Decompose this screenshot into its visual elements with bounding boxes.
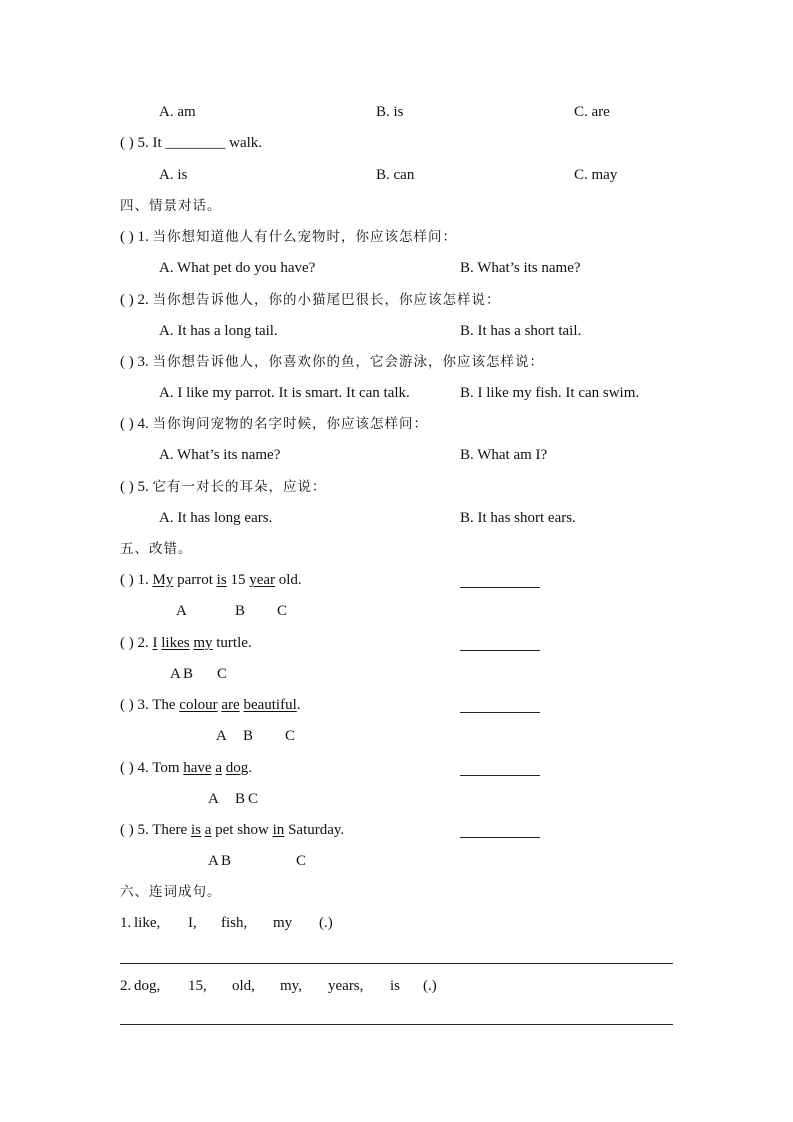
label-b: B bbox=[221, 853, 232, 869]
sentence-text: 15 bbox=[226, 572, 250, 588]
word: 15, bbox=[188, 978, 207, 994]
option-a: A. I like my parrot. It is smart. It can talk. bbox=[159, 385, 410, 401]
sentence-text: old. bbox=[275, 572, 302, 588]
error-sentence bbox=[120, 759, 252, 777]
answer-blank[interactable] bbox=[460, 712, 540, 713]
question-stem: ( ) 5. It ________ walk. bbox=[120, 135, 263, 151]
option-a: A. am bbox=[159, 104, 196, 120]
option-b: B. can bbox=[376, 167, 415, 183]
sentence-text: . bbox=[296, 697, 301, 713]
option-a: A. It has long ears. bbox=[159, 510, 273, 526]
option-a: A. It has a long tail. bbox=[159, 323, 278, 339]
label-b: B bbox=[235, 603, 246, 619]
section-title: 四、情景对话。 bbox=[120, 198, 222, 214]
question-number: 1. bbox=[120, 915, 132, 931]
word: (.) bbox=[423, 978, 437, 994]
question-prompt: 当你想告诉他人，你喜欢你的鱼，它会游泳，你应该怎样说： bbox=[152, 354, 544, 370]
question-number: ( ) 2. bbox=[120, 635, 153, 651]
word: dog, bbox=[134, 978, 161, 994]
error-part-c: year bbox=[249, 572, 275, 588]
word: my, bbox=[280, 978, 302, 994]
word: years, bbox=[328, 978, 364, 994]
label-c: C bbox=[277, 603, 288, 619]
word: like, bbox=[134, 915, 161, 931]
answer-line[interactable] bbox=[120, 963, 673, 964]
sentence-text: . bbox=[248, 760, 253, 776]
label-c: C bbox=[217, 666, 228, 682]
question-number: ( ) 3. The bbox=[120, 697, 180, 713]
label-a: A bbox=[208, 853, 219, 869]
question-line bbox=[120, 353, 544, 371]
question-number: ( ) 4. bbox=[120, 416, 149, 432]
section-title: 六、连词成句。 bbox=[120, 884, 222, 900]
answer-line[interactable] bbox=[120, 1024, 673, 1025]
error-part-a: colour bbox=[179, 697, 218, 713]
question-number: 2. bbox=[120, 978, 132, 994]
word: fish, bbox=[221, 915, 248, 931]
question-number: ( ) 2. bbox=[120, 292, 149, 308]
option-a: A. What’s its name? bbox=[159, 447, 281, 463]
error-part-c: dog bbox=[225, 760, 249, 776]
label-c: C bbox=[296, 853, 307, 869]
section-title: 五、改错。 bbox=[120, 541, 193, 557]
question-number: ( ) 4. Tom bbox=[120, 760, 184, 776]
sentence-text: turtle. bbox=[212, 635, 252, 651]
error-sentence bbox=[120, 571, 302, 589]
error-part-c: my bbox=[193, 635, 213, 651]
question-number: ( ) 1. bbox=[120, 572, 153, 588]
question-prompt: 当你想知道他人有什么宠物时，你应该怎样问： bbox=[152, 229, 457, 245]
error-part-c: beautiful bbox=[243, 697, 297, 713]
option-b: B. It has a short tail. bbox=[460, 323, 582, 339]
error-part-a: My bbox=[152, 572, 174, 588]
question-number: ( ) 5. There bbox=[120, 822, 191, 838]
question-line bbox=[120, 291, 501, 309]
error-part-b: is bbox=[216, 572, 227, 588]
word: is bbox=[390, 978, 401, 994]
error-part-b: are bbox=[221, 697, 240, 713]
question-number: ( ) 1. bbox=[120, 229, 149, 245]
answer-blank[interactable] bbox=[460, 837, 540, 838]
label-b: B bbox=[235, 791, 246, 807]
error-part-c: in bbox=[272, 822, 285, 838]
answer-blank[interactable] bbox=[460, 650, 540, 651]
option-b: B. What’s its name? bbox=[460, 260, 581, 276]
option-b: B. I like my fish. It can swim. bbox=[460, 385, 640, 401]
option-a: A. What pet do you have? bbox=[159, 260, 316, 276]
answer-blank[interactable] bbox=[460, 775, 540, 776]
question-number: ( ) 5. bbox=[120, 479, 149, 495]
label-b: B bbox=[243, 728, 254, 744]
error-part-a: is bbox=[190, 822, 201, 838]
error-part-a: I bbox=[152, 635, 158, 651]
error-part-b: a bbox=[204, 822, 212, 838]
error-part-a: have bbox=[183, 760, 212, 776]
label-a: A bbox=[208, 791, 219, 807]
sentence-text: Saturday. bbox=[284, 822, 345, 838]
question-line bbox=[120, 228, 457, 246]
error-sentence bbox=[120, 634, 252, 652]
label-a: A bbox=[176, 603, 187, 619]
option-a: A. is bbox=[159, 167, 188, 183]
sentence-text: pet show bbox=[211, 822, 273, 838]
question-prompt: 当你询问宠物的名字时候，你应该怎样问： bbox=[152, 416, 428, 432]
label-c: C bbox=[285, 728, 296, 744]
sentence-text: parrot bbox=[173, 572, 217, 588]
error-sentence bbox=[120, 696, 301, 714]
question-line bbox=[120, 478, 327, 496]
label-a: A bbox=[216, 728, 227, 744]
word: I, bbox=[188, 915, 197, 931]
question-line bbox=[120, 415, 428, 433]
label-b: B bbox=[183, 666, 194, 682]
answer-blank[interactable] bbox=[460, 587, 540, 588]
option-c: C. are bbox=[574, 104, 610, 120]
error-sentence bbox=[120, 821, 344, 839]
option-b: B. It has short ears. bbox=[460, 510, 576, 526]
word: old, bbox=[232, 978, 255, 994]
option-b: B. What am I? bbox=[460, 447, 548, 463]
option-b: B. is bbox=[376, 104, 404, 120]
error-part-b: likes bbox=[161, 635, 190, 651]
question-prompt: 当你想告诉他人，你的小猫尾巴很长，你应该怎样说： bbox=[152, 292, 501, 308]
label-c: C bbox=[248, 791, 259, 807]
question-prompt: 它有一对长的耳朵，应说： bbox=[152, 479, 327, 495]
option-c: C. may bbox=[574, 167, 618, 183]
question-number: ( ) 3. bbox=[120, 354, 149, 370]
label-a: A bbox=[170, 666, 181, 682]
word: (.) bbox=[319, 915, 333, 931]
word: my bbox=[273, 915, 293, 931]
error-part-b: a bbox=[215, 760, 223, 776]
